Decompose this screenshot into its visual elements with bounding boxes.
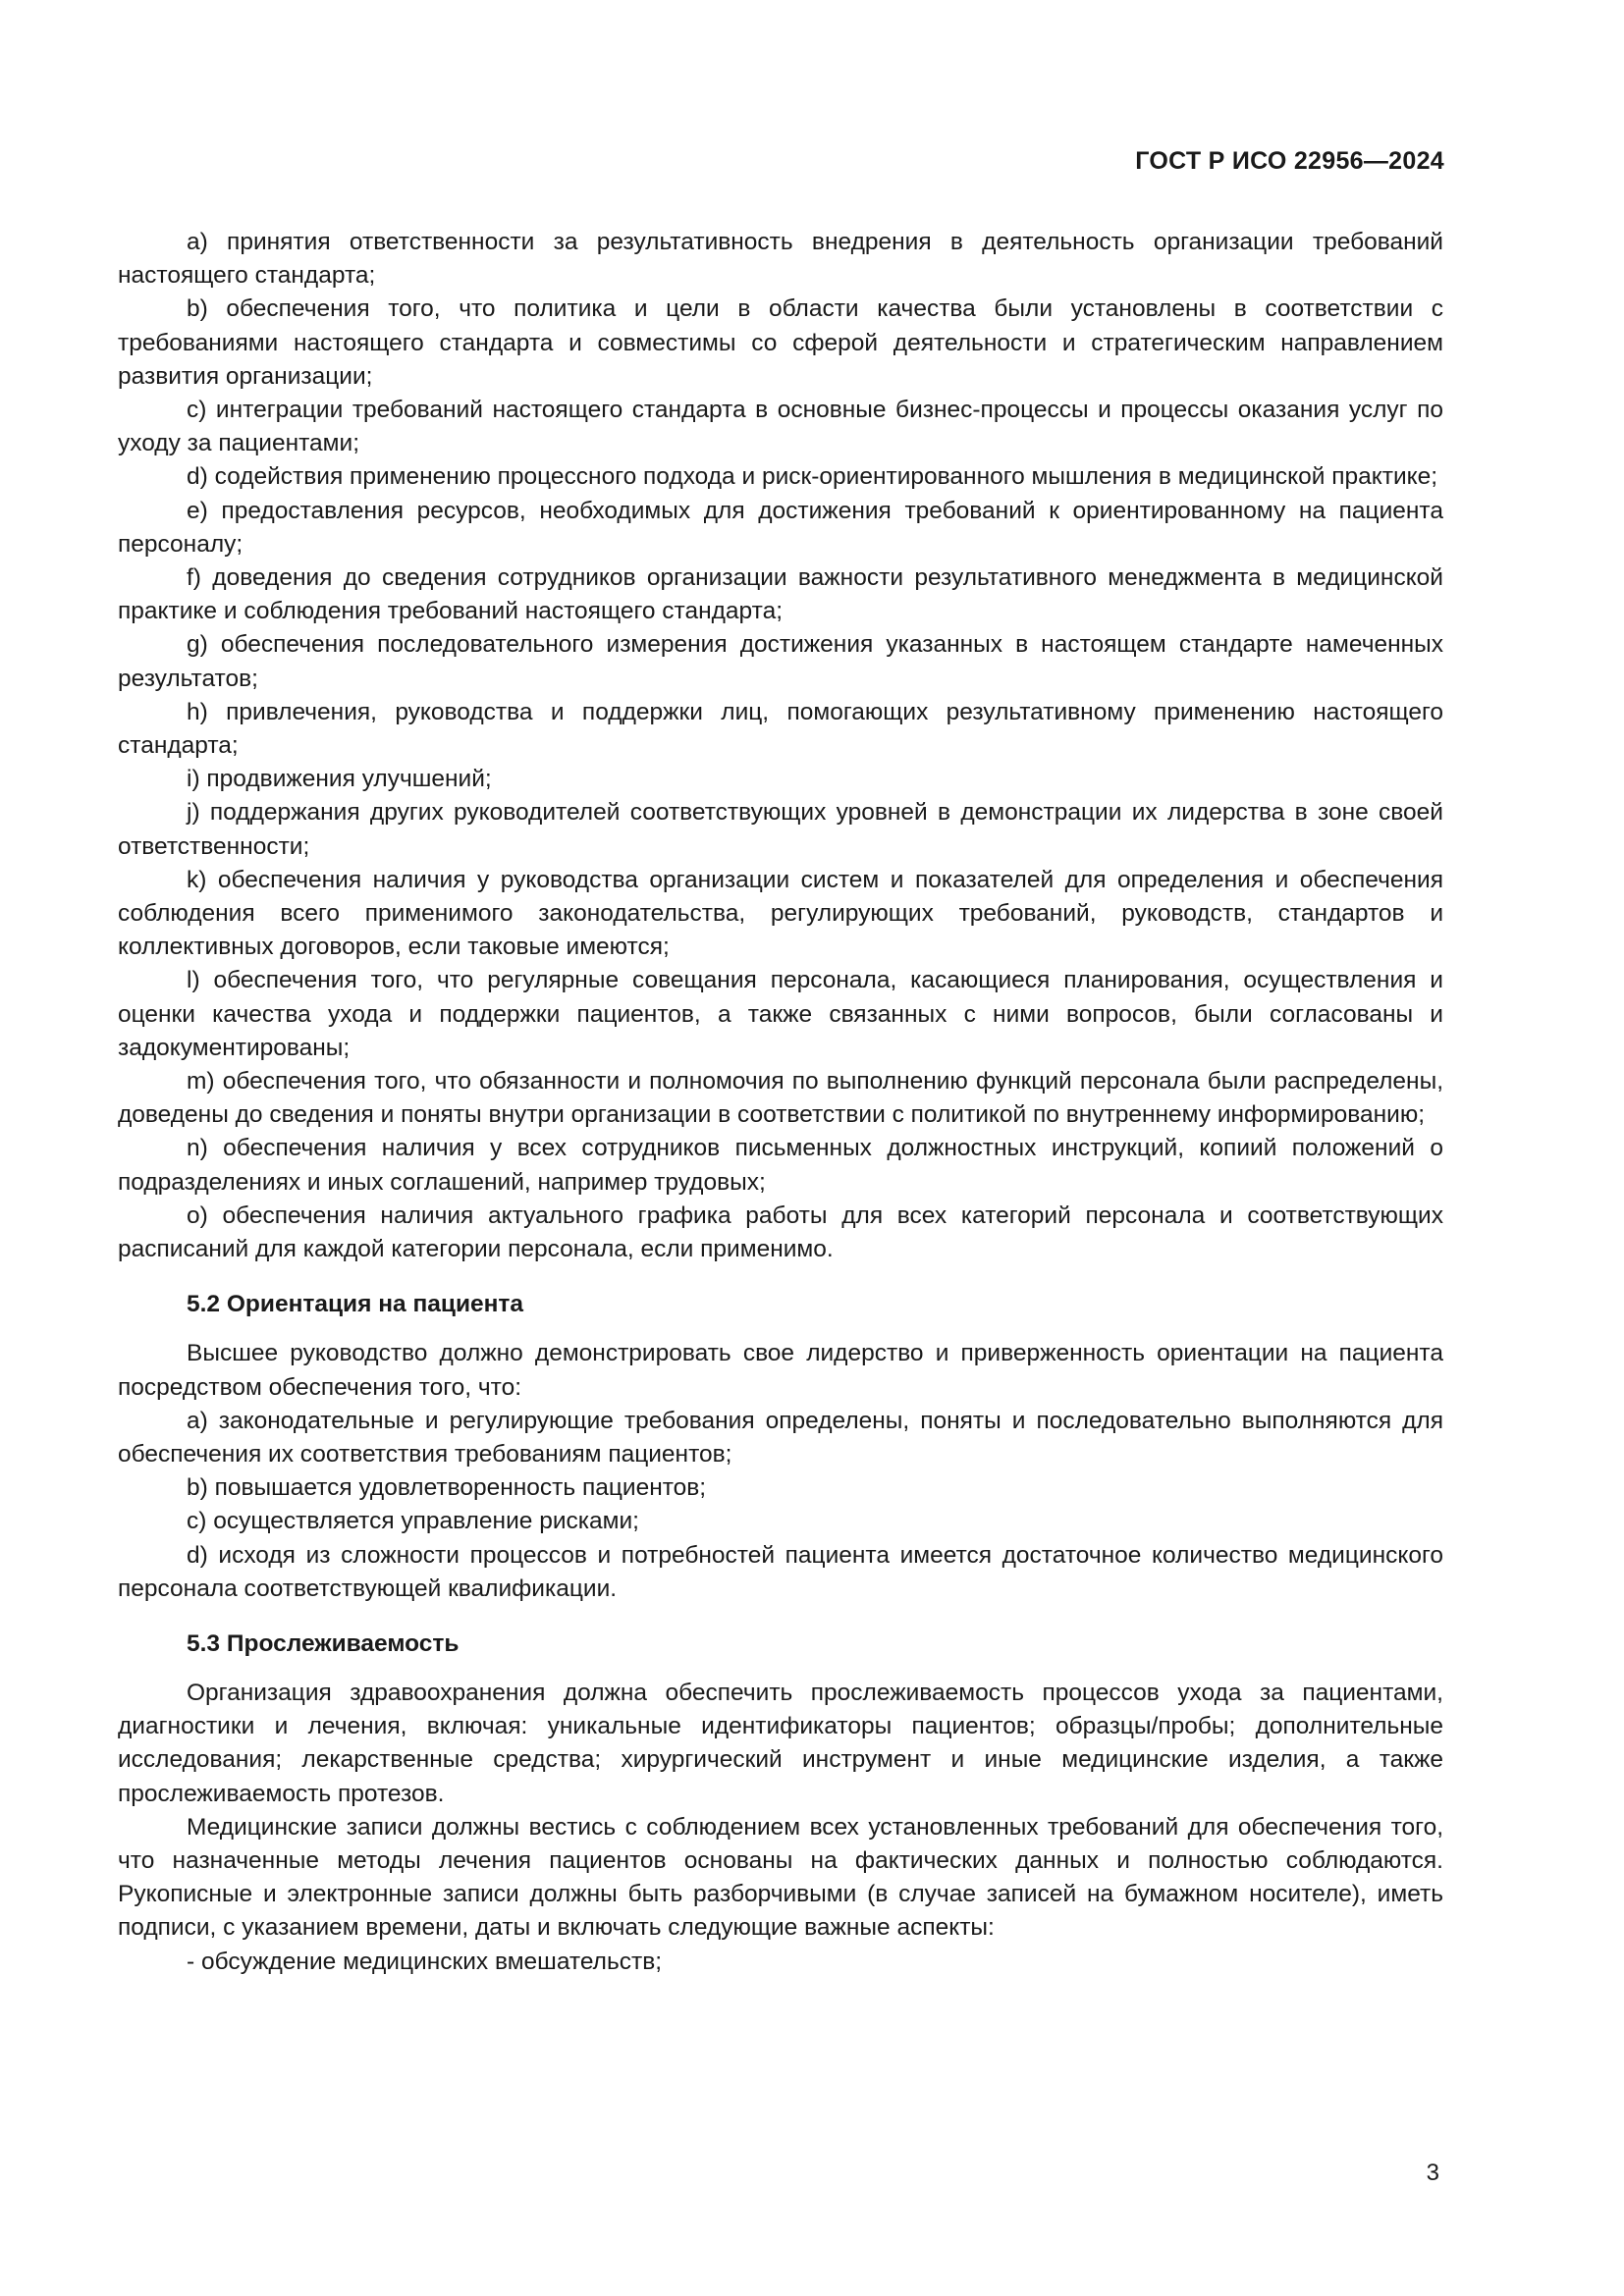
list-item: n) обеспечения наличия у всех сотрудников письменных должностных инструкций, копиий положений о подразделениях и иных соглашений, например трудовых; bbox=[118, 1135, 1443, 1196]
list-item: j) поддержания других руководителей соответствующих уровней в демонстрации их лидерства в зоне своей ответственности; bbox=[118, 799, 1443, 860]
list-item: c) осуществляется управление рисками; bbox=[187, 1508, 639, 1535]
section-5-2-body bbox=[118, 1337, 1443, 1606]
section-intro: Высшее руководство должно демонстрировать свое лидерство и приверженность ориентации на пациента посредством обеспечения того, что: bbox=[118, 1340, 1443, 1401]
section-heading-5-2: 5.2 Ориентация на пациента bbox=[187, 1291, 524, 1318]
list-item: а) принятия ответственности за результативность внедрения в деятельность организации требований настоящего стандарта; bbox=[118, 229, 1443, 290]
document-code: ГОСТ Р ИСО 22956—2024 bbox=[1135, 147, 1444, 175]
list-item: i) продвижения улучшений; bbox=[187, 766, 492, 793]
list-5-1 bbox=[118, 226, 1443, 1266]
list-item: c) интеграции требований настоящего стандарта в основные бизнес-процессы и процессы оказания услуг по уходу за пациентами; bbox=[118, 397, 1443, 457]
paragraph: Медицинские записи должны вестись с соблюдением всех установленных требований для обеспечения того, что назначенные методы лечения пациентов основаны на фактических данных и полностью соблюдаются. Рукописные и электронные записи должны быть разборчивыми (в случае записей на бумажном носителе), иметь подписи, с указанием времени, даты и включать следующие важные аспекты: bbox=[118, 1813, 1443, 1942]
list-item: g) обеспечения последовательного измерения достижения указанных в настоящем стандарте намеченных результатов; bbox=[118, 631, 1443, 692]
list-item: b) повышается удовлетворенность пациентов; bbox=[187, 1474, 707, 1502]
list-item: o) обеспечения наличия актуального графика работы для всех категорий персонала и соответствующих расписаний для каждой категории персонала, если применимо. bbox=[118, 1201, 1443, 1263]
list-item: b) обеспечения того, что политика и цели в области качества были установлены в соответствии с требованиями настоящего стандарта и совместимы со сферой деятельности и стратегическим направлением развития организации; bbox=[118, 295, 1443, 390]
bullet-item: - обсуждение медицинских вмешательств; bbox=[187, 1948, 663, 1975]
list-item: a) законодательные и регулирующие требования определены, поняты и последовательно выполняются для обеспечения их соответствия требованиям пациентов; bbox=[118, 1407, 1443, 1468]
list-item: m) обеспечения того, что обязанности и полномочия по выполнению функций персонала были распределены, доведены до сведения и поняты внутри организации в соответствии с политикой по внутреннему информированию; bbox=[118, 1068, 1443, 1129]
section-5-3-body bbox=[118, 1677, 1443, 1979]
list-item: l) обеспечения того, что регулярные совещания персонала, касающиеся планирования, осуществления и оценки качества ухода и поддержки пациентов, а также связанных с ними вопросов, были согласованы и задокументированы; bbox=[118, 967, 1443, 1061]
list-item: d) исходя из сложности процессов и потребностей пациента имеется достаточное количество медицинского персонала соответствующей квалификации. bbox=[118, 1541, 1443, 1602]
paragraph: Организация здравоохранения должна обеспечить прослеживаемость процессов ухода за пациентами, диагностики и лечения, включая: уникальные идентификаторы пациентов; образцы/пробы; дополнительные исследования; лекарственные средства; хирургический инструмент и иные медицинские изделия, а также прослеживаемость протезов. bbox=[118, 1679, 1443, 1807]
page-content bbox=[118, 226, 1443, 1979]
list-item: k) обеспечения наличия у руководства организации систем и показателей для определения и обеспечения соблюдения всего применимого законодательства, регулирующих требований, руководств, стандартов и коллективных договоров, если таковые имеются; bbox=[118, 866, 1443, 961]
page-number: 3 bbox=[1426, 2160, 1439, 2186]
list-item: d) содействия применению процессного подхода и риск-ориентированного мышления в медицинской практике; bbox=[187, 463, 1438, 491]
list-item: f) доведения до сведения сотрудников организации важности результативного менеджмента в медицинской практике и соблюдения требований настоящего стандарта; bbox=[118, 564, 1443, 625]
section-heading-5-3: 5.3 Прослеживаемость bbox=[187, 1629, 460, 1657]
list-item: h) привлечения, руководства и поддержки лиц, помогающих результативному применению настоящего стандарта; bbox=[118, 698, 1443, 760]
list-item: e) предоставления ресурсов, необходимых для достижения требований к ориентированному на пациента персоналу; bbox=[118, 497, 1443, 558]
